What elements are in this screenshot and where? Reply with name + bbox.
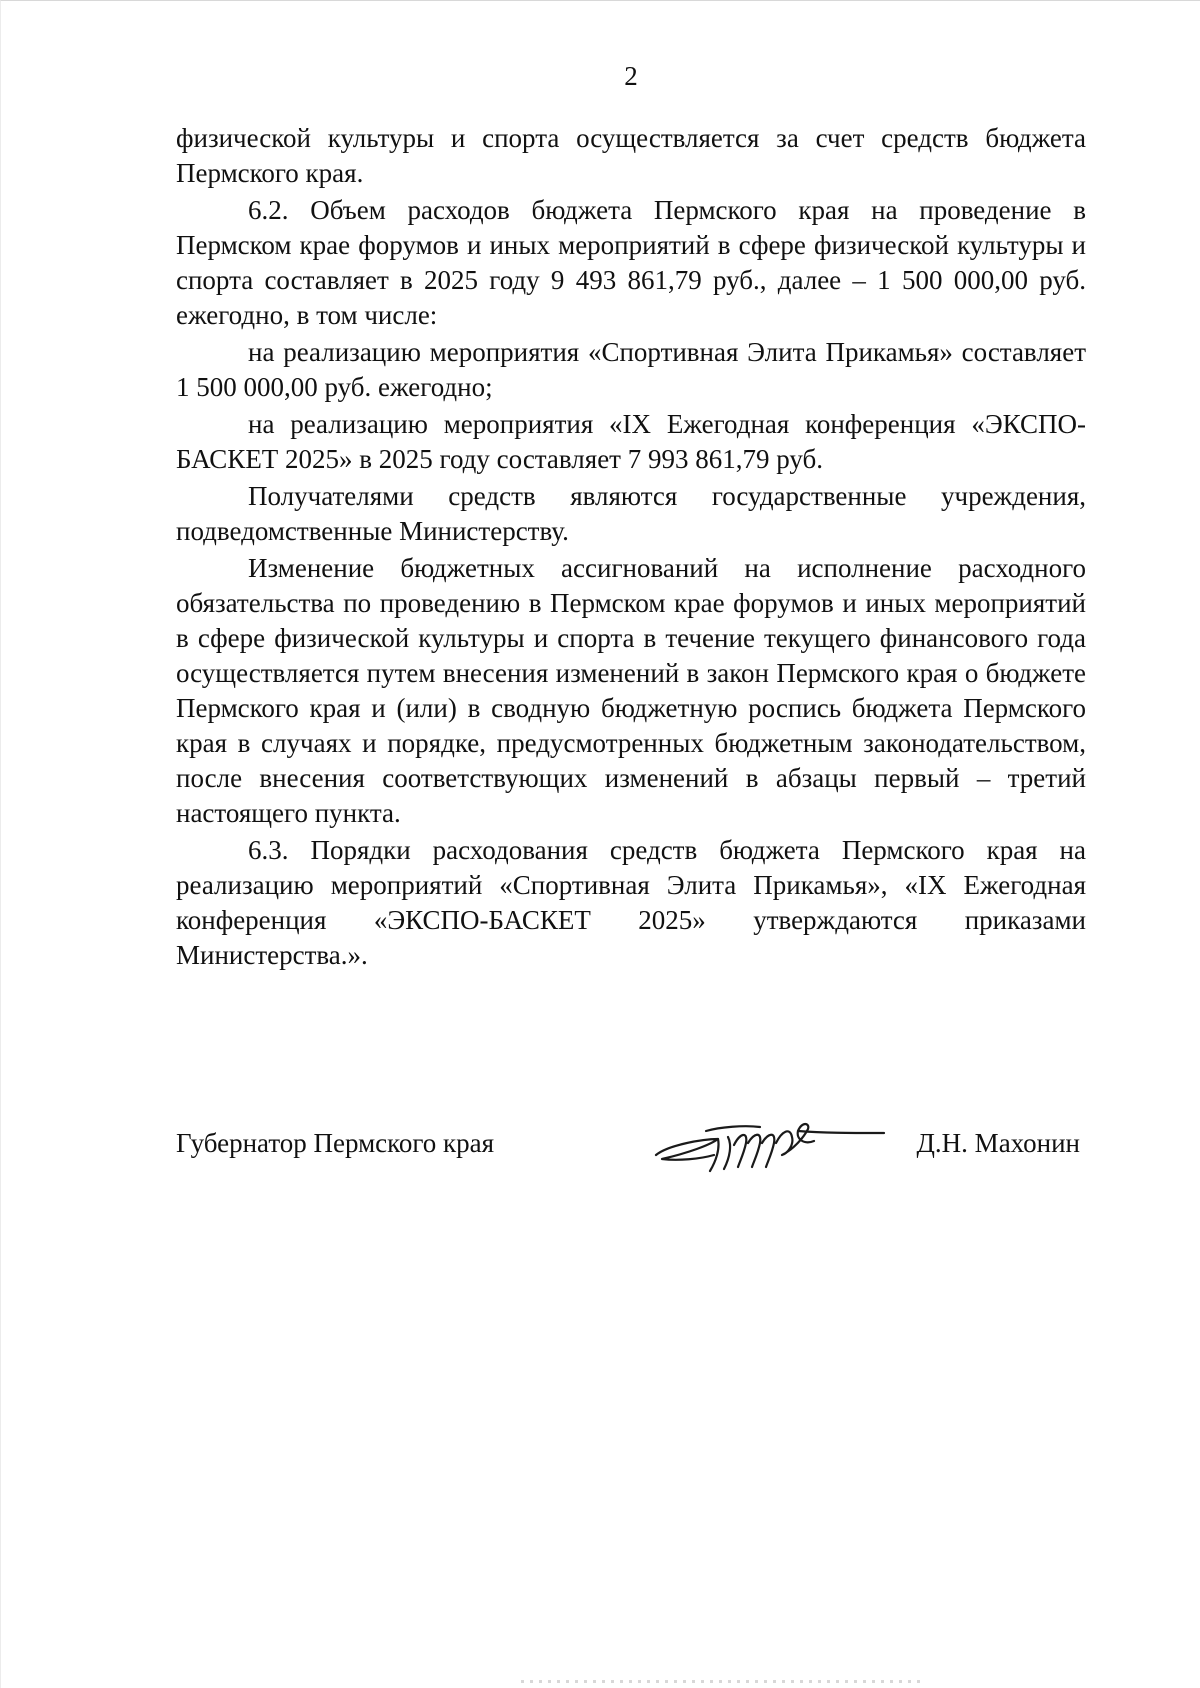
document-body [176, 121, 1086, 975]
paragraph-expo-basket: на реализацию мероприятия «IX Ежегодная конференция «ЭКСПО-БАСКЕТ 2025» в 2025 году составляет 7 993 861,79 руб. [176, 409, 1086, 474]
page-number: 2 [624, 61, 638, 91]
paragraph-budget-changes: Изменение бюджетных ассигнований на исполнение расходного обязательства по проведению в Пермском крае форумов и иных мероприятий в сфере физической культуры и спорта в течение текущего финансового года осуществляется путем внесения изменений в закон Пермского края о бюджете Пермского края и (или) в сводную бюджетную роспись бюджета Пермского края в случаях и порядке, предусмотренных бюджетным законодательством, после внесения соответствующих изменений в абзацы первый – третий настоящего пункта. [176, 553, 1086, 828]
paragraph-6-3: 6.3. Порядки расходования средств бюджета Пермского края на реализацию мероприятий «Спортивная Элита Прикамья», «IX Ежегодная конференция «ЭКСПО-БАСКЕТ 2025» утверждаются приказами Министерства.». [176, 835, 1086, 970]
signatory-position: Губернатор Пермского края [176, 1128, 495, 1158]
paragraph-6-2: 6.2. Объем расходов бюджета Пермского края на проведение в Пермском крае форумов и иных мероприятий в сфере физической культуры и спорта составляет в 2025 году 9 493 861,79 руб., далее – 1 500 000,00 руб. ежегодно, в том числе: [176, 195, 1086, 330]
signature-block [176, 1109, 1086, 1189]
paragraph-recipients: Получателями средств являются государственные учреждения, подведомственные Министерству. [176, 481, 1086, 546]
scan-artifact-dots [521, 1680, 921, 1683]
signatory-name: Д.Н. Махонин [916, 1128, 1080, 1158]
paragraph-continuation: физической культуры и спорта осуществляется за счет средств бюджета Пермского края. [176, 123, 1086, 188]
handwritten-signature [648, 1109, 888, 1179]
paragraph-elite-prikamya: на реализацию мероприятия «Спортивная Элита Прикамья» составляет 1 500 000,00 руб. ежегодно; [176, 337, 1086, 402]
